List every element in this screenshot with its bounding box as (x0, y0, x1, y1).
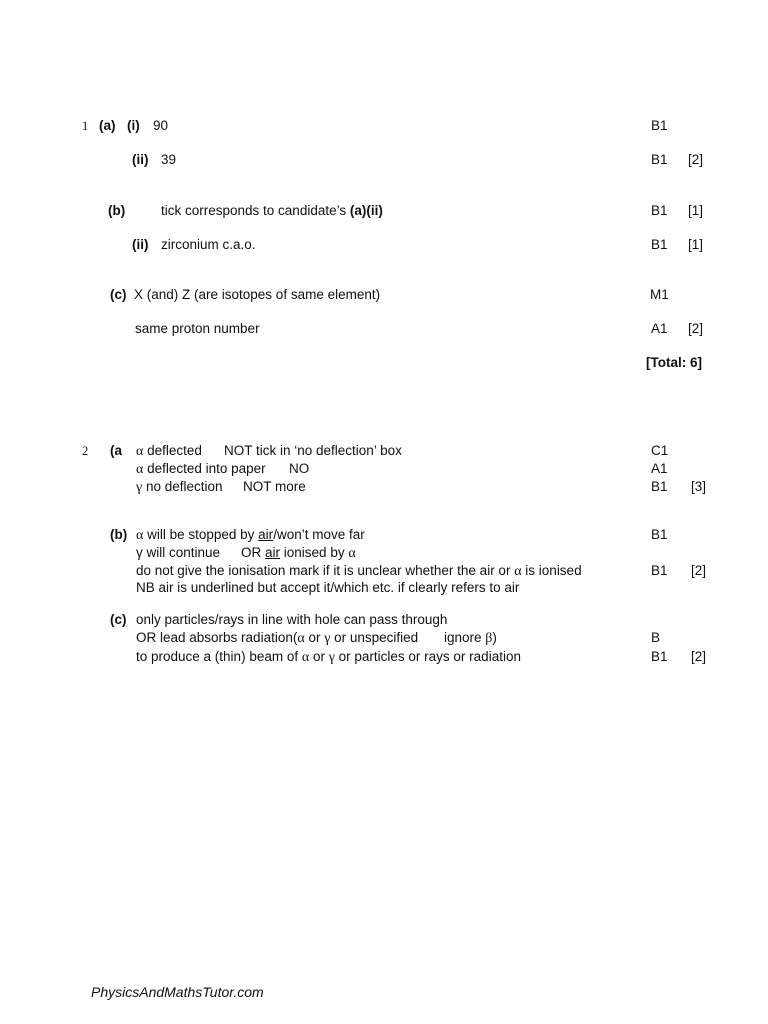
q2-c-line3-post: or particles or rays or radiation (334, 649, 521, 664)
gamma-symbol: γ (324, 631, 331, 646)
question-1-number: 1 (82, 119, 89, 133)
q2-b-line1-mark: B1 (651, 527, 668, 542)
q2-b-line2-pre: will continue (142, 545, 221, 560)
q1-part-c-label: (c) (110, 287, 127, 302)
q2-a-line3-note: NOT more (243, 479, 306, 494)
q2-c-line1: only particles/rays in line with hole can pass through (136, 612, 448, 627)
alpha-symbol: α (301, 650, 310, 665)
gamma-letter: γ (136, 545, 143, 560)
q1-part-b-label: (b) (108, 203, 126, 218)
q2-b-line2-alt (241, 545, 356, 562)
q2-b-line1-air: air (258, 527, 274, 542)
q2-c-line2-pre: OR lead absorbs radiation( (136, 630, 298, 645)
q2-b-line1 (136, 527, 365, 544)
q1-a-i-answer: 90 (153, 118, 169, 133)
q1-sub-ii-label: (ii) (132, 152, 149, 167)
q2-b-line3 (136, 563, 582, 580)
q2-b-line1-pre: will be stopped by (143, 527, 259, 542)
q1-a-i-mark: B1 (651, 118, 668, 133)
q2-a-line2 (136, 461, 266, 478)
q1-b-answer (161, 203, 383, 219)
q1-b-sub-ii-label: (ii) (132, 237, 149, 252)
q1-c-line2: same proton number (135, 321, 260, 336)
question-2-number: 2 (82, 444, 89, 458)
q2-a-line3 (136, 479, 223, 496)
q2-c-total: [2] (691, 649, 707, 664)
q2-c-ignore-text: ignore (444, 630, 486, 645)
q2-b-total: [2] (691, 563, 707, 578)
q2-b-line2-post: ionised by (280, 545, 349, 560)
q1-part-a-label: (a) (99, 118, 116, 133)
q1-grand-total: [Total: 6] (646, 355, 702, 370)
q2-part-a-label: (a (110, 443, 123, 458)
q1-b-ii-total: [1] (688, 237, 704, 252)
q1-a-total: [2] (688, 152, 704, 167)
q1-a-ii-answer: 39 (161, 152, 177, 167)
q2-part-c-label: (c) (110, 612, 127, 627)
gamma-symbol: γ (328, 650, 335, 665)
q2-b-line2-or: OR (241, 545, 266, 560)
q2-c-line2-or: or (304, 630, 325, 645)
q2-c-line3-or: or (309, 649, 329, 664)
q1-c-total: [2] (688, 321, 704, 336)
q2-a-line2-mark: A1 (651, 461, 668, 476)
q1-b-ii-mark: B1 (651, 237, 668, 252)
alpha-symbol: α (136, 444, 144, 459)
footer-site-name: PhysicsAndMathsTutor.com (91, 984, 264, 1000)
q2-c-line2-mark: B (651, 630, 661, 645)
q2-c-line3-pre: to produce a (thin) beam of (136, 649, 302, 664)
q2-a-line1 (136, 443, 202, 460)
q2-a-line2-text: deflected into paper (143, 461, 266, 476)
q2-c-line3 (136, 649, 521, 666)
q2-c-line2-post: or unspecified (330, 630, 419, 645)
q2-c-line2 (136, 630, 418, 647)
q2-b-line2-air: air (265, 545, 281, 560)
q2-c-close-paren: ) (492, 630, 497, 645)
gamma-symbol: γ (136, 480, 143, 495)
q1-b-ii-answer: zirconium c.a.o. (161, 237, 256, 252)
alpha-symbol: α (297, 631, 305, 646)
q1-b-mark: B1 (651, 203, 668, 218)
q1-sub-i-label: (i) (127, 118, 140, 133)
q2-a-line1-text: deflected (143, 443, 202, 458)
q2-c-line3-mark: B1 (651, 649, 668, 664)
alpha-symbol: α (136, 528, 144, 543)
q2-b-line1-post: /won’t move far (273, 527, 365, 542)
q1-b-answer-text: tick corresponds to candidate’s (161, 203, 350, 218)
q2-a-total: [3] (691, 479, 707, 494)
q2-c-line2-ignore (444, 630, 497, 647)
alpha-symbol: α (136, 462, 144, 477)
q1-b-total: [1] (688, 203, 704, 218)
beta-symbol: β (485, 631, 493, 646)
alpha-symbol: α (348, 546, 356, 561)
alpha-symbol: α (514, 564, 522, 579)
q2-a-line3-text: no deflection (142, 479, 223, 494)
q2-b-line3-mark: B1 (651, 563, 668, 578)
q1-a-ii-mark: B1 (651, 152, 668, 167)
q1-c-line2-mark: A1 (651, 321, 668, 336)
q2-b-line3-pre: do not give the ionisation mark if it is unclear whether the air or (136, 563, 515, 578)
q1-b-answer-ref: (a)(ii) (349, 203, 383, 218)
q1-c-mark: M1 (650, 287, 669, 302)
q1-c-answer: X (and) Z (are isotopes of same element) (134, 287, 381, 302)
q2-part-b-label: (b) (110, 527, 128, 542)
q2-a-line1-note: NOT tick in ‘no deflection’ box (224, 443, 402, 458)
q2-a-line3-mark: B1 (651, 479, 668, 494)
q2-b-line2 (136, 545, 220, 561)
q2-a-line2-note: NO (289, 461, 310, 476)
q2-b-line4: NB air is underlined but accept it/which etc. if clearly refers to air (136, 580, 520, 595)
q2-b-line3-post: is ionised (521, 563, 582, 578)
q2-a-line1-mark: C1 (651, 443, 669, 458)
